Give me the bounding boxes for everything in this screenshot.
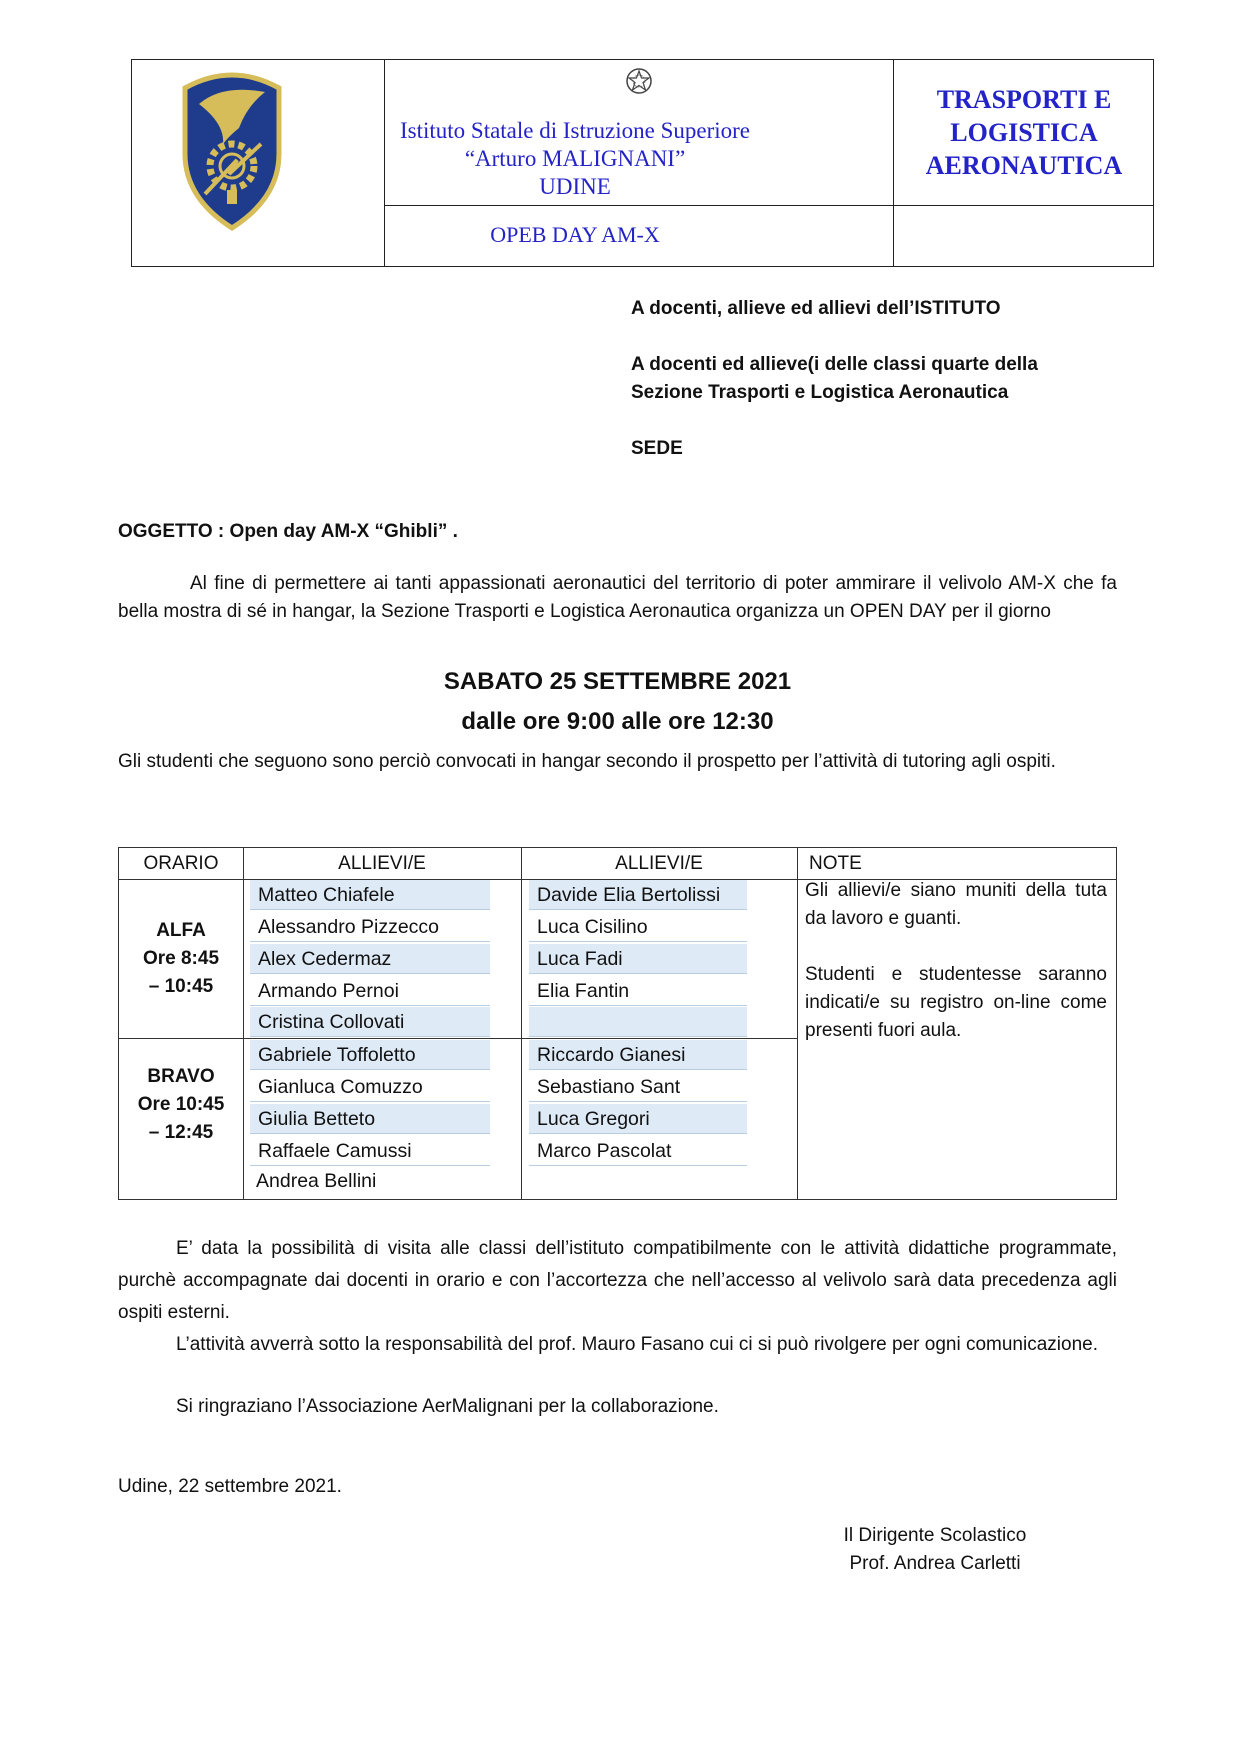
note-equipment: Gli allievi/e siano muniti della tuta da lavoro e guanti.	[805, 880, 1107, 929]
event-time: dalle ore 9:00 alle ore 12:30	[461, 708, 774, 735]
header-divider-2	[893, 60, 894, 266]
students-intro: Gli studenti che seguono sono perciò convocati in hangar secondo il prospetto per l’attività di tutoring agli ospiti.	[118, 751, 1056, 772]
letterhead	[131, 59, 1154, 267]
student-name: Giulia Betteto	[250, 1104, 490, 1134]
student-name: Raffaele Camussi	[250, 1136, 490, 1166]
slot-alfa-label: ALFA	[156, 920, 206, 941]
republic-emblem-icon	[624, 66, 654, 96]
visit-paragraph: E’ data la possibilità di visita alle classi dell’istituto compatibilmente con le attività didattiche programmate, purchè accompagnate dai docenti in orario e con l’accortezza che nell’accesso al velivolo sarà data precedenza agli ospiti esterni.	[118, 1238, 1117, 1323]
student-name-empty	[529, 1007, 747, 1037]
intro-paragraph: Al fine di permettere ai tanti appassionati aeronautici del territorio di poter ammirare il velivolo AM-X che fa bella mostra di sé in hangar, la Sezione Trasporti e Logistica Aeronautica organizza un OPEN DAY per il giorno	[118, 573, 1117, 622]
student-name: Davide Elia Bertolissi	[529, 880, 747, 910]
student-name: Alessandro Pizzecco	[250, 912, 490, 942]
student-name: Alex Cedermaz	[250, 944, 490, 974]
student-name: Matteo Chiafele	[250, 880, 490, 910]
student-name: Elia Fantin	[529, 976, 747, 1006]
header-allievi-1: ALLIEVI/E	[338, 853, 426, 874]
thanks-paragraph: Si ringraziano l’Associazione AerMalignani per la collaborazione.	[176, 1396, 719, 1417]
student-name: Luca Fadi	[529, 944, 747, 974]
student-name: Armando Pernoi	[250, 976, 490, 1006]
slot-bravo-label: BRAVO	[147, 1066, 215, 1087]
slot-bravo	[119, 1063, 243, 1147]
department-line-1: TRASPORTI E	[936, 85, 1112, 114]
student-name: Marco Pascolat	[529, 1136, 747, 1166]
slot-alfa	[119, 917, 243, 1001]
header-divider-1	[384, 60, 385, 266]
header-orario: ORARIO	[143, 853, 219, 874]
place-date: Udine, 22 settembre 2021.	[118, 1476, 342, 1497]
student-name: Gabriele Toffoletto	[250, 1040, 490, 1070]
schedule-table	[118, 847, 1117, 1200]
header-allievi-2: ALLIEVI/E	[615, 853, 703, 874]
student-name: Luca Gregori	[529, 1104, 747, 1134]
signature-name: Prof. Andrea Carletti	[849, 1553, 1021, 1574]
institute-name	[386, 117, 764, 201]
header-note: NOTE	[809, 853, 862, 874]
signature-role: Il Dirigente Scolastico	[843, 1525, 1027, 1546]
department-line-3: AERONAUTICA	[925, 151, 1123, 180]
responsibility-paragraph: L’attività avverrà sotto la responsabilità del prof. Mauro Fasano cui ci si può rivolgere per ogni comunicazione.	[176, 1334, 1098, 1355]
event-title: OPEB DAY AM-X	[490, 222, 660, 247]
department-line-2: LOGISTICA	[950, 118, 1098, 147]
slot-bravo-time-to: – 12:45	[148, 1122, 214, 1143]
slot-bravo-time-from: Ore 10:45	[137, 1094, 225, 1115]
student-name: Cristina Collovati	[250, 1007, 490, 1037]
student-name: Andrea Bellini	[256, 1170, 377, 1192]
student-name: Riccardo Gianesi	[529, 1040, 747, 1070]
student-name: Gianluca Comuzzo	[250, 1072, 490, 1102]
student-name: Luca Cisilino	[529, 912, 747, 942]
recipient-line-3: Sezione Trasporti e Logistica Aeronautica	[631, 382, 1009, 403]
recipient-sede: SEDE	[631, 438, 683, 459]
school-crest-logo	[177, 66, 287, 236]
institute-line-3: UDINE	[539, 174, 611, 199]
note-register: Studenti e studentesse saranno indicati/e su registro on-line come presenti fuori aula.	[805, 964, 1107, 1041]
slot-alfa-time-to: – 10:45	[148, 976, 214, 997]
subject-line: OGGETTO : Open day AM-X “Ghibli” .	[118, 521, 458, 542]
recipient-line-2: A docenti ed allieve(i delle classi quarte della	[631, 354, 1038, 375]
department-name	[895, 83, 1153, 182]
slot-alfa-time-from: Ore 8:45	[142, 948, 220, 969]
student-name: Sebastiano Sant	[529, 1072, 747, 1102]
signature-block	[820, 1522, 1050, 1578]
header-divider-h	[384, 205, 1154, 206]
recipient-line-1: A docenti, allieve ed allievi dell’ISTITUTO	[631, 298, 1001, 319]
institute-line-1: Istituto Statale di Istruzione Superiore	[399, 118, 751, 143]
event-date: SABATO 25 SETTEMBRE 2021	[443, 668, 792, 695]
institute-line-2: “Arturo MALIGNANI”	[464, 146, 686, 171]
